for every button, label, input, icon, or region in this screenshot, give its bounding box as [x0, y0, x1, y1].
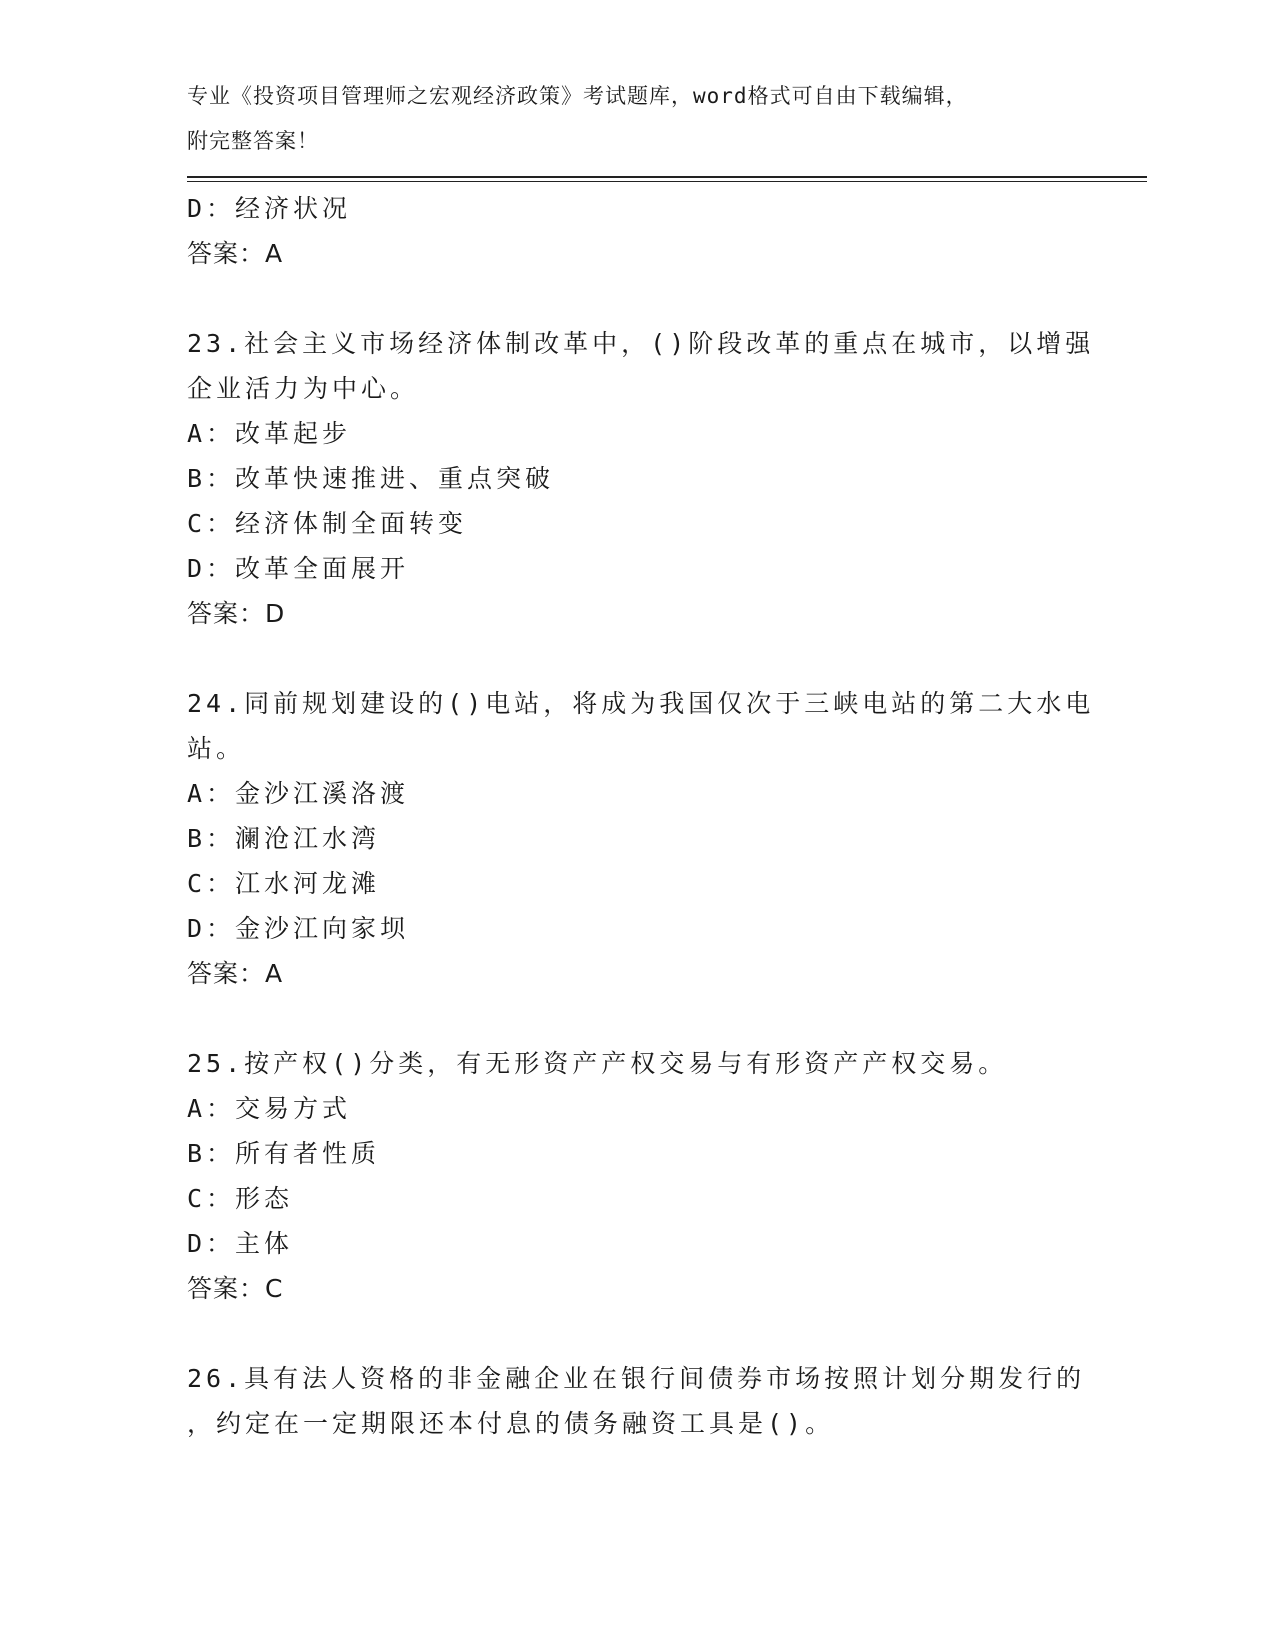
- question-stem-line: 24.同前规划建设的()电站，将成为我国仅次于三峡电站的第二大水电: [187, 689, 1095, 718]
- header-divider-thin: [187, 181, 1147, 182]
- question-stem-line: 企业活力为中心。: [187, 374, 420, 403]
- question-24: [187, 681, 1095, 996]
- question-23: [187, 321, 1095, 636]
- option-a: A：改革起步: [187, 419, 352, 448]
- option-c: C：形态: [187, 1184, 294, 1213]
- option-d: D：主体: [187, 1229, 294, 1258]
- prev-answer: 答案：A: [187, 239, 284, 268]
- question-stem-line: 站。: [187, 734, 246, 763]
- answer: 答案：C: [187, 1274, 284, 1303]
- option-a: A：交易方式: [187, 1094, 352, 1123]
- question-26: [187, 1356, 1086, 1446]
- spacer: [187, 1311, 1067, 1356]
- header-divider-thick: [187, 176, 1147, 178]
- prev-option-d: D：经济状况: [187, 194, 352, 223]
- question-stem-line: 23.社会主义市场经济体制改革中，()阶段改革的重点在城市，以增强: [187, 329, 1095, 358]
- option-d: D：改革全面展开: [187, 554, 410, 583]
- spacer: [187, 636, 1067, 681]
- question-stem-line: ，约定在一定期限还本付息的债务融资工具是()。: [187, 1409, 835, 1438]
- answer: 答案：D: [187, 599, 286, 628]
- option-a: A：金沙江溪洛渡: [187, 779, 410, 808]
- option-b: B：所有者性质: [187, 1139, 381, 1168]
- option-c: C：江水河龙滩: [187, 869, 381, 898]
- option-b: B：改革快速推进、重点突破: [187, 464, 555, 493]
- document-header: [187, 74, 1067, 164]
- question-25: [187, 1041, 1067, 1311]
- header-line-1: 专业《投资项目管理师之宏观经济政策》考试题库，word格式可自由下载编辑，: [187, 84, 968, 108]
- option-d: D：金沙江向家坝: [187, 914, 410, 943]
- question-stem-line: 26.具有法人资格的非金融企业在银行间债券市场按照计划分期发行的: [187, 1364, 1086, 1393]
- question-list: [187, 186, 1095, 1446]
- question-stem-line: 25.按产权()分类，有无形资产产权交易与有形资产产权交易。: [187, 1049, 1008, 1078]
- answer: 答案：A: [187, 959, 284, 988]
- spacer: [187, 276, 1067, 321]
- header-line-2: 附完整答案！: [187, 129, 319, 153]
- option-b: B：澜沧江水湾: [187, 824, 381, 853]
- option-c: C：经济体制全面转变: [187, 509, 468, 538]
- spacer: [187, 996, 1067, 1041]
